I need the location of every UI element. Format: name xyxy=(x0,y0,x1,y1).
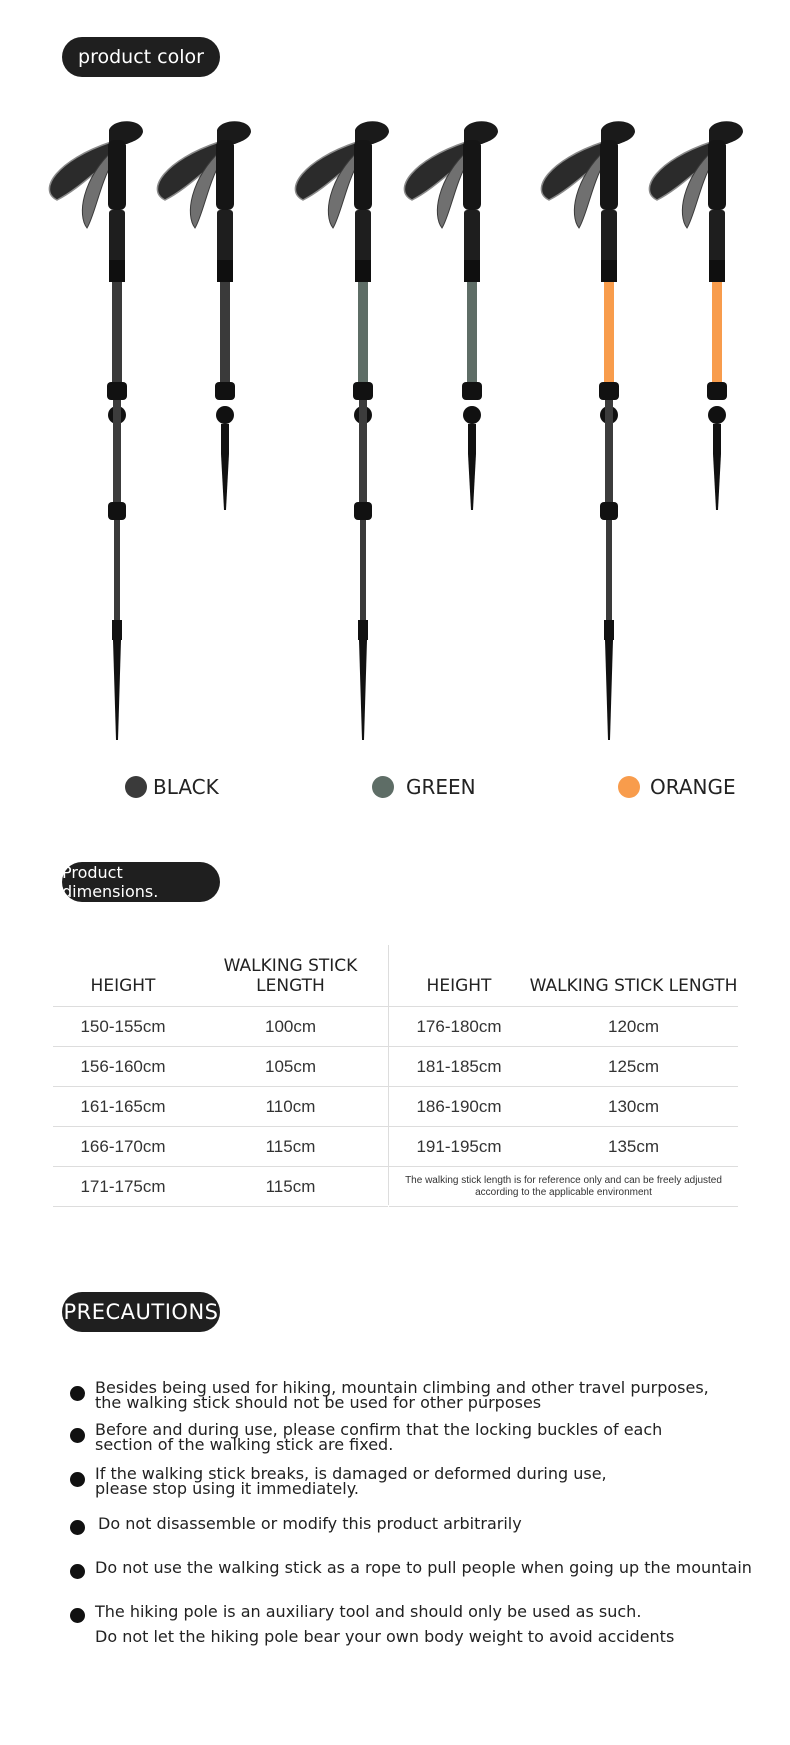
grip xyxy=(216,140,234,210)
table-row xyxy=(389,1047,738,1087)
cell-length: 115cm xyxy=(265,1176,316,1196)
collar xyxy=(355,260,371,282)
precautions-heading xyxy=(62,1292,220,1332)
table-row xyxy=(53,1127,388,1167)
upper-shaft xyxy=(358,282,368,382)
cell-height: 186-190cm xyxy=(416,1096,502,1116)
header-length: WALKING STICK LENGTH xyxy=(223,956,358,996)
upper-shaft xyxy=(112,282,122,382)
trekking-poles-image xyxy=(0,120,790,760)
collar xyxy=(601,260,617,282)
lower-shaft xyxy=(114,520,120,630)
table-row xyxy=(389,1127,738,1167)
table-row xyxy=(53,1087,388,1127)
precaution-line: Before and during use, please confirm that the locking buckles of each xyxy=(95,1420,663,1439)
precaution-line: Besides being used for hiking, mountain climbing and other travel purposes, xyxy=(95,1378,709,1397)
cell-height: 171-175cm xyxy=(80,1176,166,1196)
swatch-green-label: GREEN xyxy=(406,775,476,799)
cell-height: 150-155cm xyxy=(80,1016,166,1036)
table-note-line1: The walking stick length is for reference only and can be freely adjusted xyxy=(405,1174,722,1186)
bullet-icon xyxy=(70,1520,85,1535)
cell-length: 105cm xyxy=(264,1056,317,1076)
carbide-tip xyxy=(605,640,613,740)
cell-length: 100cm xyxy=(264,1016,317,1036)
flip-lock xyxy=(354,502,372,520)
swatch-black-dot xyxy=(125,776,147,798)
cell-length: 135cm xyxy=(607,1136,660,1156)
swatch-green-dot xyxy=(372,776,394,798)
cell-length: 130cm xyxy=(607,1096,660,1116)
carbide-tip xyxy=(113,640,121,740)
cell-height: 191-195cm xyxy=(416,1136,502,1156)
product-dimensions-heading-text: Product dimensions. xyxy=(62,863,159,901)
collar xyxy=(109,260,125,282)
list-item xyxy=(70,1422,662,1452)
flip-lock xyxy=(215,382,235,400)
tip-holder xyxy=(358,620,368,640)
precaution-line: If the walking stick breaks, is damaged or deformed during use, xyxy=(95,1464,607,1483)
precaution-line: section of the walking stick are fixed. xyxy=(95,1435,394,1454)
product-dimensions-heading xyxy=(62,862,220,902)
table-header-row xyxy=(389,945,738,1007)
grip xyxy=(108,140,126,210)
lower-shaft xyxy=(360,520,366,630)
list-item xyxy=(70,1466,607,1496)
bullet-icon xyxy=(70,1428,85,1443)
cell-height: 181-185cm xyxy=(416,1056,502,1076)
flip-lock xyxy=(107,382,127,400)
table-row xyxy=(389,1087,738,1127)
cell-height: 156-160cm xyxy=(80,1056,166,1076)
list-item xyxy=(70,1380,709,1410)
collar xyxy=(709,260,725,282)
bullet-icon xyxy=(70,1472,85,1487)
cell-length: 115cm xyxy=(265,1136,316,1156)
precaution-line: Do not use the walking stick as a rope to pull people when going up the mountain xyxy=(95,1558,752,1577)
cell-height: 166-170cm xyxy=(80,1136,166,1156)
dimensions-table-left xyxy=(53,945,388,1207)
grip xyxy=(708,140,726,210)
upper-shaft xyxy=(467,282,477,382)
swatch-green xyxy=(372,775,476,799)
carbide-tip xyxy=(713,454,721,510)
product-color-heading xyxy=(62,37,220,77)
swatch-orange-label: ORANGE xyxy=(650,775,736,799)
flip-lock xyxy=(353,382,373,400)
lower-collar xyxy=(221,424,229,454)
grip xyxy=(354,140,372,210)
swatch-black xyxy=(125,775,219,799)
table-header-row xyxy=(53,945,388,1007)
table-row xyxy=(53,1047,388,1087)
cell-length: 110cm xyxy=(265,1096,316,1116)
lower-shaft xyxy=(606,520,612,630)
dimensions-table-right xyxy=(389,945,738,1207)
precaution-line: the walking stick should not be used for other purposes xyxy=(95,1393,542,1412)
table-row xyxy=(53,1167,388,1207)
swatch-orange xyxy=(618,775,736,799)
grip xyxy=(600,140,618,210)
swatch-orange-dot xyxy=(618,776,640,798)
lock-clamp xyxy=(708,406,726,424)
lower-collar xyxy=(713,424,721,454)
lock-clamp xyxy=(216,406,234,424)
table-note xyxy=(389,1175,738,1199)
table-row xyxy=(53,1007,388,1047)
grip xyxy=(463,140,481,210)
precaution-line: The hiking pole is an auxiliary tool and should only be used as such. xyxy=(95,1602,642,1621)
upper-shaft xyxy=(712,282,722,382)
header-height: HEIGHT xyxy=(426,976,492,996)
table-row xyxy=(389,1007,738,1047)
header-height: HEIGHT xyxy=(90,976,156,996)
flip-lock xyxy=(600,502,618,520)
list-item xyxy=(70,1514,522,1536)
lower-collar xyxy=(468,424,476,454)
flip-lock xyxy=(707,382,727,400)
bullet-icon xyxy=(70,1564,85,1579)
carbide-tip xyxy=(468,454,476,510)
flip-lock xyxy=(462,382,482,400)
tip-holder xyxy=(604,620,614,640)
product-color-heading-text: product color xyxy=(78,46,204,68)
bullet-icon xyxy=(70,1386,85,1401)
precaution-line: please stop using it immediately. xyxy=(95,1479,359,1498)
lock-clamp xyxy=(463,406,481,424)
flip-lock xyxy=(108,502,126,520)
list-item xyxy=(70,1558,752,1580)
collar xyxy=(217,260,233,282)
carbide-tip xyxy=(221,454,229,510)
precaution-line: Do not disassemble or modify this product arbitrarily xyxy=(98,1514,522,1533)
cell-height: 161-165cm xyxy=(80,1096,166,1116)
carbide-tip xyxy=(359,640,367,740)
upper-shaft xyxy=(220,282,230,382)
trekking-poles-illustration xyxy=(0,120,790,760)
flip-lock xyxy=(599,382,619,400)
cell-length: 125cm xyxy=(607,1056,660,1076)
precautions-heading-text: PRECAUTIONS xyxy=(63,1300,219,1324)
bullet-icon xyxy=(70,1608,85,1623)
collar xyxy=(464,260,480,282)
upper-shaft xyxy=(604,282,614,382)
list-item xyxy=(70,1602,674,1649)
cell-length: 120cm xyxy=(607,1016,660,1036)
table-note-line2: according to the applicable environment xyxy=(475,1186,652,1198)
precaution-line: Do not let the hiking pole bear your own body weight to avoid accidents xyxy=(95,1627,675,1646)
table-note-row xyxy=(389,1167,738,1207)
header-length: WALKING STICK LENGTH xyxy=(529,976,738,996)
cell-height: 176-180cm xyxy=(416,1016,502,1036)
swatch-black-label: BLACK xyxy=(153,775,219,799)
tip-holder xyxy=(112,620,122,640)
